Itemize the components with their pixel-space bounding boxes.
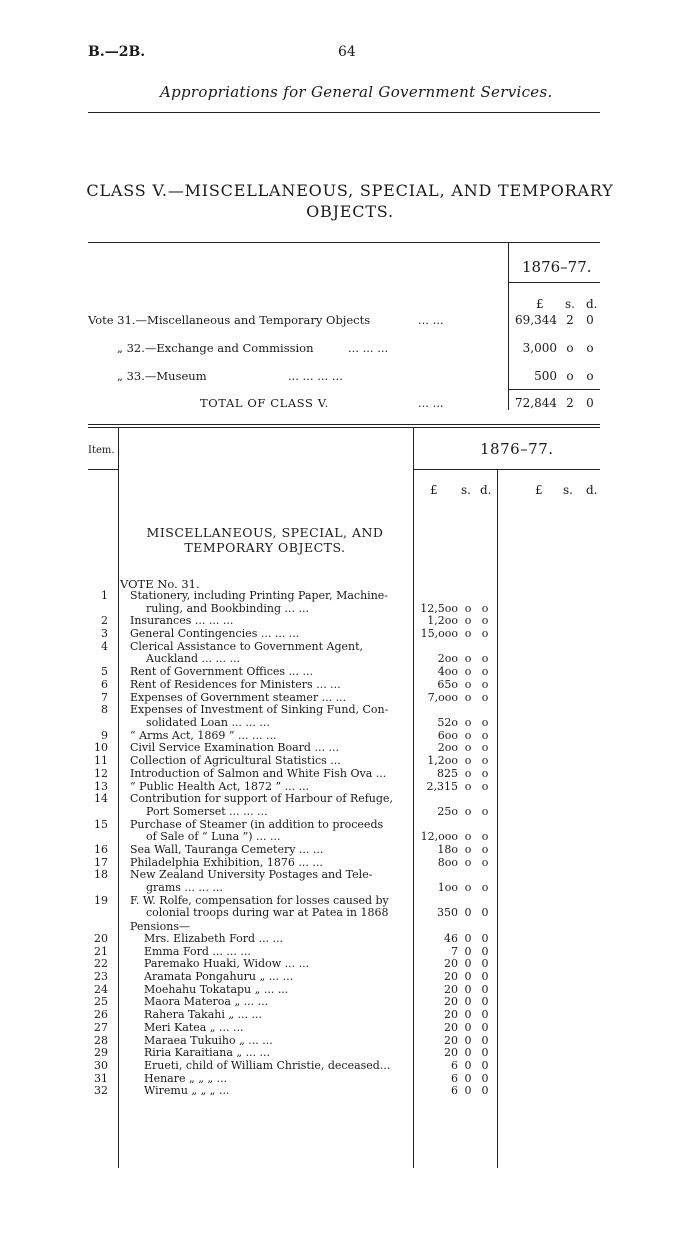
item-pence: o [481,843,489,856]
item-description [130,933,408,946]
item-description-line: Rent of Residences for Ministers ... ... [130,677,341,691]
item-number: 5 [101,665,108,679]
class-title-line-2: OBJECTS. [306,202,394,221]
item-pounds: 20 [444,970,458,983]
item-number: 7 [101,690,108,704]
item-shillings: o [464,627,472,641]
item-shillings: 0 [464,970,472,983]
item-shillings: o [464,728,472,742]
item-pence: o [481,779,489,793]
summary-total-shillings: 2 [566,396,574,410]
summary-total-row [0,396,700,416]
item-shillings: o [464,677,472,691]
item-description-line: New Zealand University Postages and Tele- [130,868,373,882]
summary-shillings-header: s. [565,297,575,311]
item-shillings: o [464,601,472,615]
item-pence: 0 [481,970,489,983]
item-pounds: 6oo [437,728,458,742]
item-pence: o [481,830,489,844]
item-pounds: 20 [444,982,458,996]
item-pence: 0 [481,944,489,958]
summary-row-label: Vote 31.—Miscellaneous and Temporary Objects [88,313,371,327]
item-pence: 0 [481,957,489,971]
detail-pounds-header: £ [430,483,438,497]
item-pounds: 20 [444,1033,458,1047]
item-pence: o [481,741,489,755]
item-number: 13 [94,779,108,793]
item-description-line: Collection of Agricultural Statistics ... [130,754,341,768]
item-shillings: 0 [464,995,472,1009]
item-shillings: 0 [464,1084,472,1098]
item-pounds: 25o [437,804,458,818]
item-description [130,1085,408,1098]
item-pounds: 1,2oo [427,614,458,628]
detail-pounds-header-2: £ [535,483,543,497]
item-shillings: o [464,715,472,729]
item-description-line: Sea Wall, Tauranga Cemetery ... ... [130,843,324,856]
item-pence: o [481,690,489,704]
summary-row-leaders: ... ... [418,313,444,327]
item-column-divider [118,428,119,1168]
item-description [130,679,408,692]
item-number: 10 [94,741,108,755]
item-pence: o [481,652,489,666]
item-number: 22 [94,957,108,971]
item-pounds: 7,ooo [427,690,458,704]
summary-row-pounds: 3,000 [522,341,557,355]
item-pence: 0 [481,1008,489,1022]
item-number: 15 [94,817,108,831]
item-header-rule [88,469,118,470]
item-pounds: 65o [437,677,458,691]
item-description-line: Insurances ... ... ... [130,614,234,628]
item-number: 11 [94,754,108,768]
item-pence: 0 [481,906,489,920]
item-shillings: o [464,652,472,666]
item-column-header: Item. [88,445,115,456]
item-shillings: o [464,741,472,755]
item-pence: 0 [481,995,489,1009]
summary-row-shillings: o [566,341,574,355]
item-number: 18 [94,868,108,882]
item-shillings: o [464,690,472,704]
pensions-header: Pensions— [130,920,191,934]
item-description-line: Aramata Pongahuru „ ... ... [144,970,294,983]
item-pence: o [481,627,489,641]
item-description-line: Maraea Tukuiho „ ... ... [144,1033,273,1047]
item-shillings: o [464,779,472,793]
amount-column-divider [497,470,498,1168]
item-description-line: Expenses of Government steamer ... ... [130,690,347,704]
item-number: 21 [94,944,108,958]
item-description [130,628,408,641]
item-description-line: Henare „ „ „ ... [144,1071,228,1085]
item-pounds: 8oo [437,855,458,869]
item-description-line: Maora Materoa „ ... ... [144,995,269,1009]
item-pence: 0 [481,1071,489,1085]
item-shillings: o [464,843,472,856]
item-description [130,1009,408,1022]
item-pence: o [481,728,489,742]
item-number: 12 [94,766,108,780]
item-pounds: 18o [437,843,458,856]
item-shillings: o [464,830,472,844]
item-description-line: Expenses of Investment of Sinking Fund, Con- [130,703,389,717]
item-pence: 0 [481,1033,489,1047]
detail-top-rule-2 [88,427,600,428]
item-pounds: 15,ooo [420,627,458,641]
item-number: 20 [94,931,108,945]
summary-pence-header: d. [586,297,598,311]
item-number: 27 [94,1020,108,1034]
item-number: 17 [94,855,108,869]
item-number: 26 [94,1008,108,1022]
item-description-line: Civil Service Examination Board ... ... [130,741,339,755]
item-shillings: o [464,665,472,679]
summary-pounds-header: £ [536,297,544,311]
item-description-line: Paremako Huaki, Widow ... ... [144,957,310,971]
item-description-line: Contribution for support of Harbour of Refuge, [130,792,393,806]
item-number: 32 [94,1084,108,1098]
item-description-line: Moehahu Tokatapu „ ... ... [144,982,289,996]
section-title-line-1: MISCELLANEOUS, SPECIAL, AND [146,525,384,540]
item-description [130,844,408,857]
item-shillings: o [464,754,472,768]
item-shillings: o [464,766,472,780]
item-description [130,768,408,781]
summary-row-pence: o [586,341,594,355]
item-description [130,1060,408,1073]
item-pounds: 6 [451,1058,458,1072]
item-shillings: o [464,804,472,818]
item-pounds: 2oo [437,652,458,666]
detail-year: 1876–77. [480,440,554,458]
summary-total-pounds: 72,844 [515,396,557,410]
summary-row-leaders: ... ... [418,396,444,410]
detail-pence-header: d. [480,483,492,497]
item-pence: 0 [481,1020,489,1034]
item-number: 28 [94,1033,108,1047]
item-shillings: o [464,855,472,869]
item-description-line: Mrs. Elizabeth Ford ... ... [144,931,284,945]
item-number: 1 [101,589,108,602]
item-description-line: “ Public Health Act, 1872 ” ... ... [130,779,310,793]
summary-row [0,369,700,389]
item-description-line: solidated Loan ... ... ... [146,715,270,729]
item-pence: o [481,715,489,729]
item-number: 29 [94,1046,108,1060]
item-description [130,590,408,615]
summary-top-rule [88,242,600,243]
item-shillings: 0 [464,931,472,945]
summary-row-pence: 0 [586,313,594,327]
summary-row-pence: o [586,369,594,383]
item-description [130,971,408,984]
item-description-line: Emma Ford ... ... ... [144,944,251,958]
item-description-line: Port Somerset ... ... ... [146,804,268,818]
item-pence: o [481,766,489,780]
item-number: 31 [94,1071,108,1085]
item-description-line: ruling, and Bookbinding ... ... [146,601,309,615]
item-number: 8 [101,703,108,717]
summary-row [0,341,700,361]
item-pounds: 350 [437,906,458,920]
summary-total-rule [508,389,600,390]
item-pence: 0 [481,931,489,945]
item-shillings: 0 [464,957,472,971]
item-shillings: 0 [464,982,472,996]
item-pounds: 20 [444,1008,458,1022]
item-shillings: 0 [464,1033,472,1047]
item-number: 19 [94,893,108,907]
item-pounds: 46 [444,931,458,945]
item-pounds: 4oo [437,665,458,679]
summary-year-rule [508,282,600,283]
item-pence: 0 [481,1046,489,1060]
item-number: 6 [101,677,108,691]
page-number: 64 [338,44,356,60]
item-pence: 0 [481,982,489,996]
item-description [130,793,408,818]
item-shillings: 0 [464,1046,472,1060]
item-description [130,755,408,768]
item-pounds: 7 [451,944,458,958]
item-pounds: 12,5oo [420,601,458,615]
item-description-line: Philadelphia Exhibition, 1876 ... ... [130,855,323,869]
detail-shillings-header-2: s. [563,483,573,497]
item-description [130,666,408,679]
item-number: 16 [94,843,108,856]
item-shillings: 0 [464,1008,472,1022]
item-description-line: of Sale of “ Luna ”) ... ... [146,830,281,844]
item-description [130,641,408,666]
item-description-line: colonial troops during war at Patea in 1868 [146,906,389,920]
page-heading: Appropriations for General Government Services. [160,83,553,101]
item-number: 4 [101,639,108,653]
item-description-line: “ Arms Act, 1869 ” ... ... ... [130,728,277,742]
summary-row-pounds: 500 [534,369,557,383]
summary-total-pence: 0 [586,396,594,410]
item-pounds: 52o [437,715,458,729]
item-description [130,869,408,894]
summary-row-leaders: ... ... ... ... [288,369,343,383]
item-pence: o [481,754,489,768]
header-rule [88,112,600,113]
item-number: 23 [94,970,108,983]
item-description-line: Meri Katea „ ... ... [144,1020,244,1034]
item-pounds: 2,315 [426,779,458,793]
summary-row-leaders: ... ... ... [348,341,389,355]
summary-year: 1876–77. [522,258,592,276]
item-description-line: Purchase of Steamer (in addition to proceeds [130,817,384,831]
detail-shillings-header: s. [461,483,471,497]
item-description-line: Riria Karaitiana „ ... ... [144,1046,271,1060]
item-pounds: 2oo [437,741,458,755]
item-pounds: 1,2oo [427,754,458,768]
item-pounds: 825 [437,766,458,780]
item-pence: o [481,881,489,895]
item-shillings: 0 [464,1020,472,1034]
item-description-line: Clerical Assistance to Government Agent, [130,639,364,653]
item-pence: 0 [481,1084,489,1098]
summary-row-pounds: 69,344 [515,313,557,327]
item-shillings: 0 [464,1071,472,1085]
item-pence: o [481,614,489,628]
section-title-line-2: TEMPORARY OBJECTS. [184,540,346,555]
summary-row-label: „ 33.—Museum [117,369,207,383]
item-description [130,819,408,844]
item-description-line: Erueti, child of William Christie, deceased... [144,1058,391,1072]
item-pence: o [481,804,489,818]
item-description-line: F. W. Rolfe, compensation for losses caused by [130,893,389,907]
item-pounds: 20 [444,1020,458,1034]
detail-top-rule [88,424,600,425]
item-description-line: Introduction of Salmon and White Fish Ova ... [130,766,387,780]
item-pounds: 20 [444,957,458,971]
item-description [130,1022,408,1035]
item-description-line: Auckland ... ... ... [146,652,241,666]
summary-row-shillings: o [566,369,574,383]
item-description-line: Rahera Takahi „ ... ... [144,1008,263,1022]
item-number: 3 [101,627,108,641]
item-shillings: o [464,881,472,895]
item-pence: 0 [481,1058,489,1072]
item-number: 9 [101,728,108,742]
summary-total-label: TOTAL OF CLASS V. [200,396,329,410]
item-pounds: 1oo [437,881,458,895]
item-pence: o [481,677,489,691]
item-pounds: 6 [451,1084,458,1098]
item-pounds: 20 [444,995,458,1009]
item-shillings: 0 [464,944,472,958]
item-shillings: o [464,614,472,628]
item-shillings: 0 [464,906,472,920]
item-pounds: 12,ooo [420,830,458,844]
item-pence: o [481,601,489,615]
detail-pence-header-2: d. [586,483,598,497]
vote-header: VOTE No. 31. [120,577,200,591]
item-pence: o [481,855,489,869]
class-title-line-1: CLASS V.—MISCELLANEOUS, SPECIAL, AND TEMPORARY [86,181,614,200]
item-shillings: 0 [464,1058,472,1072]
summary-row [0,313,700,333]
item-description-line: Stationery, including Printing Paper, Machine- [130,589,389,602]
item-pounds: 6 [451,1071,458,1085]
item-number: 2 [101,614,108,628]
item-number: 24 [94,982,108,996]
year-header-rule [413,469,600,470]
item-description [130,704,408,729]
item-pounds: 20 [444,1046,458,1060]
item-description-line: grams ... ... ... [146,881,223,895]
summary-row-shillings: 2 [566,313,574,327]
item-pence: o [481,665,489,679]
item-description-line: Rent of Government Offices ... ... [130,665,314,679]
document-reference: B.—2B. [88,44,146,60]
class-title [60,180,640,222]
item-number: 14 [94,792,108,806]
item-description-line: Wiremu „ „ „ ... [144,1084,230,1098]
section-title [120,525,410,555]
item-description [130,895,408,920]
item-number: 25 [94,995,108,1009]
item-description-line: General Contingencies ... ... ... [130,627,300,641]
item-description [130,1047,408,1060]
summary-row-label: „ 32.—Exchange and Commission [117,341,314,355]
item-number: 30 [94,1058,108,1072]
